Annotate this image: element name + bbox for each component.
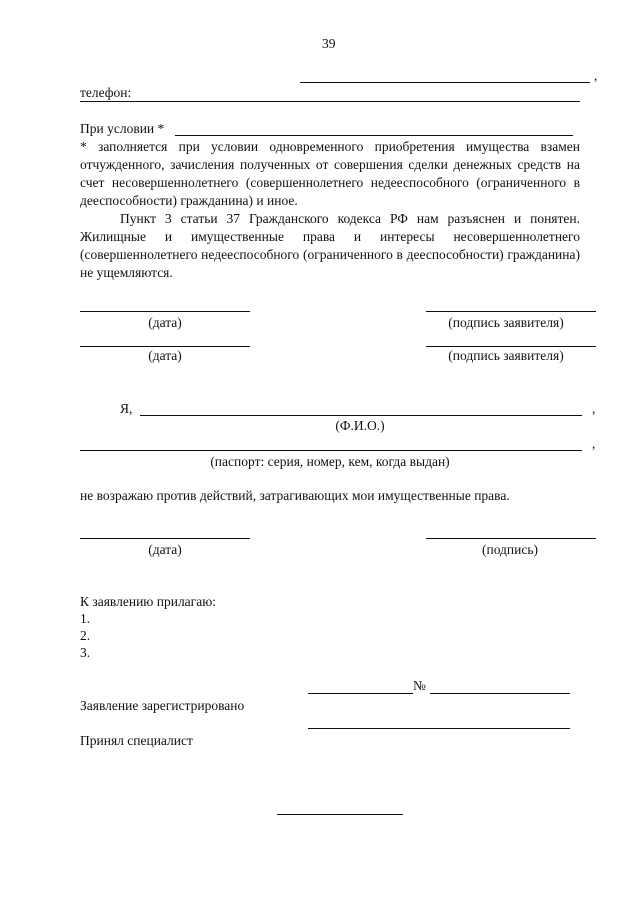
phone-label: телефон:	[80, 85, 132, 100]
consent-statement: не возражаю против действий, затрагивающих мои имущественные права.	[80, 488, 510, 503]
fio-comma: ,	[592, 401, 596, 416]
consent-signature-line[interactable]	[426, 538, 596, 539]
attachment-item-3: 3.	[80, 645, 91, 660]
phone-line[interactable]	[80, 101, 580, 102]
applicant-line[interactable]	[300, 82, 590, 83]
passport-line[interactable]	[80, 450, 582, 451]
signature-line-2[interactable]	[426, 346, 596, 347]
signature-caption-2: (подпись заявителя)	[448, 348, 564, 363]
registration-number-line[interactable]	[430, 693, 570, 694]
applicant-comma: ,	[594, 68, 598, 83]
fio-caption: (Ф.И.О.)	[335, 418, 385, 433]
consent-date-caption: (дата)	[148, 542, 182, 557]
consent-date-line[interactable]	[80, 538, 250, 539]
registration-date-line[interactable]	[308, 693, 413, 694]
specialist-label: Принял специалист	[80, 733, 193, 748]
fio-line[interactable]	[140, 415, 582, 416]
passport-caption: (паспорт: серия, номер, кем, когда выдан)	[210, 454, 450, 469]
consent-signature-caption: (подпись)	[481, 542, 539, 557]
specialist-line[interactable]	[308, 728, 570, 729]
signature-caption-1: (подпись заявителя)	[448, 315, 564, 330]
condition-line[interactable]	[175, 135, 573, 136]
passport-comma: ,	[592, 436, 596, 451]
registration-label: Заявление зарегистрировано	[80, 698, 245, 713]
attachment-item-1: 1.	[80, 611, 91, 626]
signature-line-1[interactable]	[426, 311, 596, 312]
number-sign: №	[413, 678, 426, 693]
bottom-rule	[277, 814, 403, 815]
date-line-2[interactable]	[80, 346, 250, 347]
attachment-item-2: 2.	[80, 628, 91, 643]
date-line-1[interactable]	[80, 311, 250, 312]
attachments-title: К заявлению прилагаю:	[80, 594, 217, 609]
date-caption-2: (дата)	[148, 348, 182, 363]
date-caption-1: (дата)	[148, 315, 182, 330]
explanation-paragraph: Пункт 3 статьи 37 Гражданского кодекса РФ нам разъяснен и понятен. Жилищные и имущественные права и интересы несовершеннолетнего (совершеннолетнего недееспособного (ограниченного в дееспособности) гражданина) не ущемляются.	[80, 211, 580, 280]
page-number: 39	[322, 36, 336, 51]
ya-label: Я,	[120, 401, 133, 416]
condition-footnote: * заполняется при условии одновременного приобретения имущества взамен отчужденного, зачисления полученных от совершения сделки денежных средств на счет несовершеннолетнего (совершеннолетнего недееспособного (ограниченного в дееспособности) гражданина) и иное.	[80, 139, 580, 208]
condition-label: При условии *	[80, 121, 165, 136]
